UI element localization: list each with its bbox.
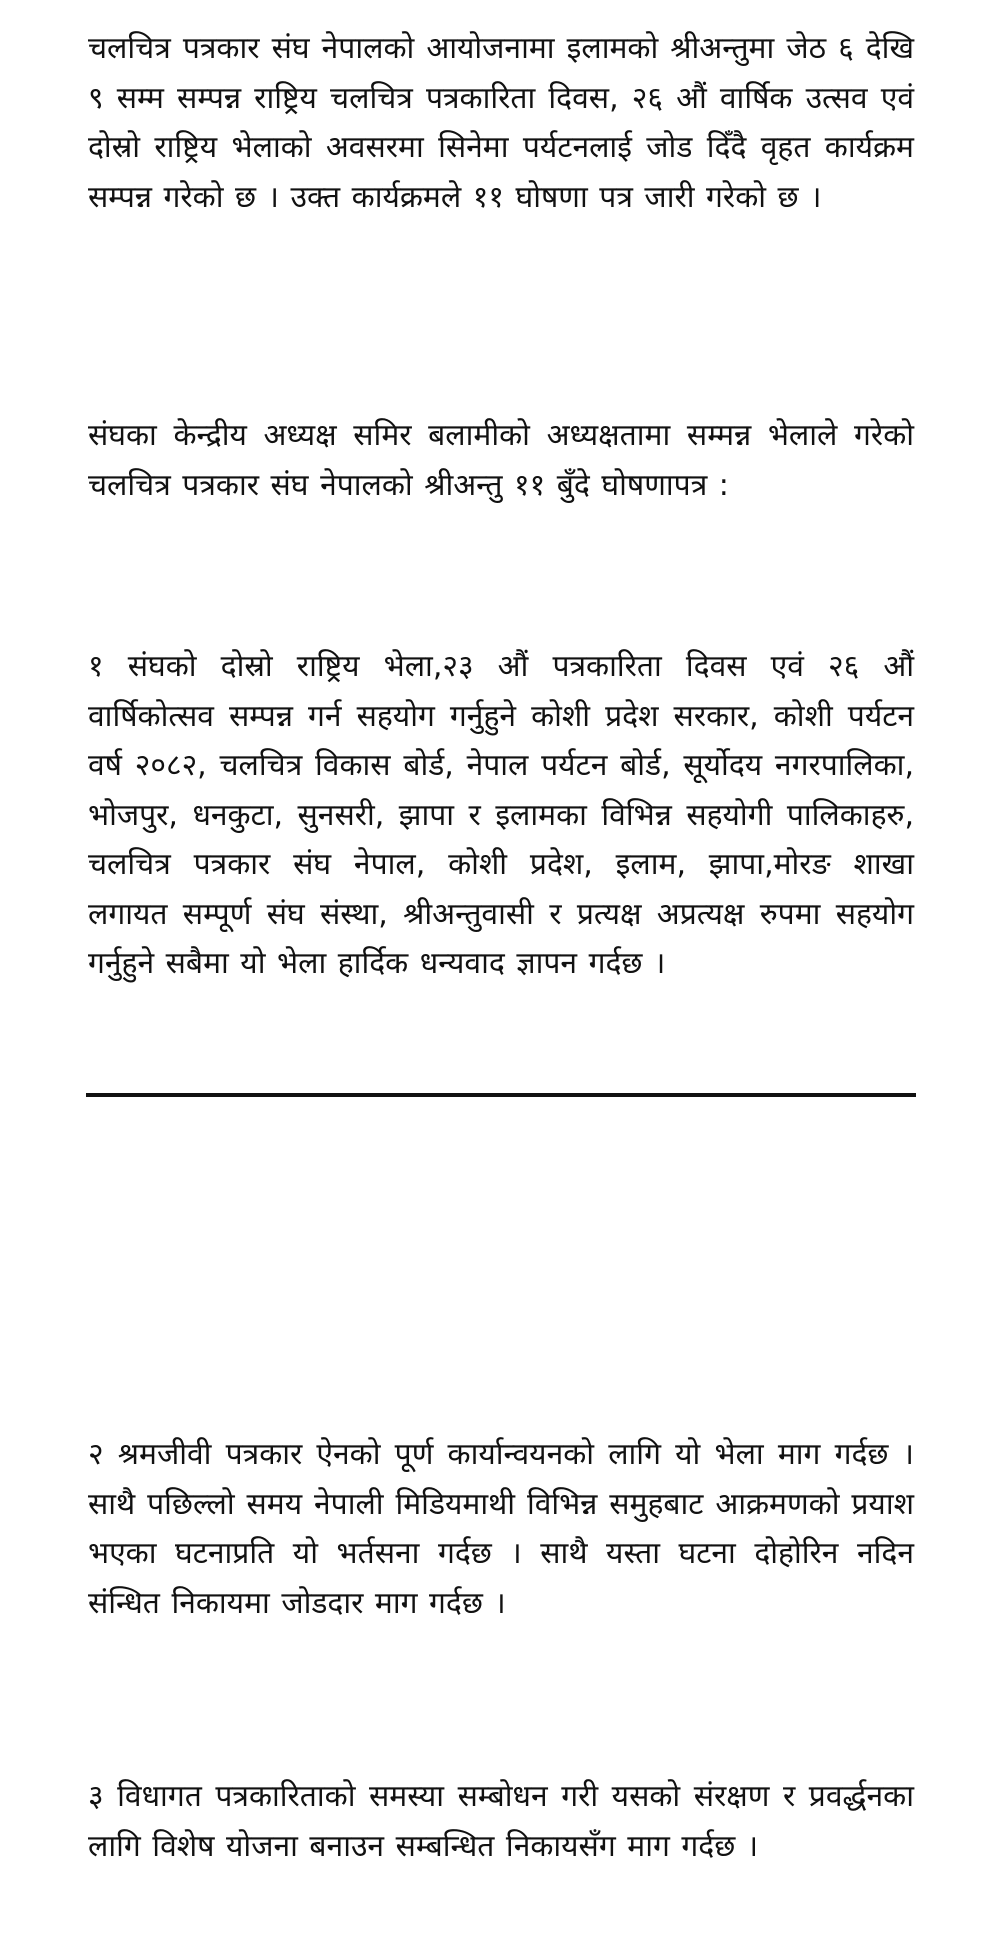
point-3-paragraph: ३ विधागत पत्रकारिताको समस्या सम्बोधन गरी यसको संरक्षण र प्रवर्द्धनका लागि विशेष योजना बनाउन सम्बन्धित निकायसँग माग गर्दछ । [88, 1779, 914, 1864]
point-2-paragraph: २ श्रमजीवी पत्रकार ऐनको पूर्ण कार्यान्वयनको लागि यो भेला माग गर्दछ । साथै पछिल्लो समय नेपाली मिडियमाथी विभिन्न समुहबाट आक्रमणको प्रयाश भएका घटनाप्रति यो भर्तसना गर्दछ । साथै यस्ता घटना दोहोरिन नदिन संन्धित निकायमा जोडदार माग गर्दछ । [88, 1437, 914, 1621]
intro-paragraph: चलचित्र पत्रकार संघ नेपालको आयोजनामा इलामको श्रीअन्तुमा जेठ ६ देखि ९ सम्म सम्पन्न राष्ट्रिय चलचित्र पत्रकारिता दिवस, २६ औं वार्षिक उत्सव एवं दोस्रो राष्ट्रिय भेलाको अवसरमा सिनेमा पर्यटनलाई जोड दिँदै वृहत कार्यक्रम सम्पन्न गरेको छ । उक्त कार्यक्रमले ११ घोषणा पत्र जारी गरेको छ । [88, 31, 914, 215]
declaration-heading-paragraph: संघका केन्द्रीय अध्यक्ष समिर बलामीको अध्यक्षतामा सम्मन्न भेलाले गरेको चलचित्र पत्रकार संघ नेपालको श्रीअन्तु ११ बुँदे घोषणापत्र : [88, 418, 914, 503]
section-divider [86, 1093, 916, 1097]
point-1-paragraph: १ संघको दोस्रो राष्ट्रिय भेला,२३ औं पत्रकारिता दिवस एवं २६ औं वार्षिकोत्सव सम्पन्न गर्न सहयोग गर्नुहुने कोशी प्रदेश सरकार, कोशी पर्यटन वर्ष २०८२, चलचित्र विकास बोर्ड, नेपाल पर्यटन बोर्ड, सूर्योदय नगरपालिका, भोजपुर, धनकुटा, सुनसरी, झापा र इलामका विभिन्न सहयोगी पालिकाहरु, चलचित्र पत्रकार संघ नेपाल, कोशी प्रदेश, इलाम, झापा,मोरङ शाखा लगायत सम्पूर्ण संघ संस्था, श्रीअन्तुवासी र प्रत्यक्ष अप्रत्यक्ष रुपमा सहयोग गर्नुहुने सबैमा यो भेला हार्दिक धन्यवाद ज्ञापन गर्दछ । [88, 649, 914, 981]
